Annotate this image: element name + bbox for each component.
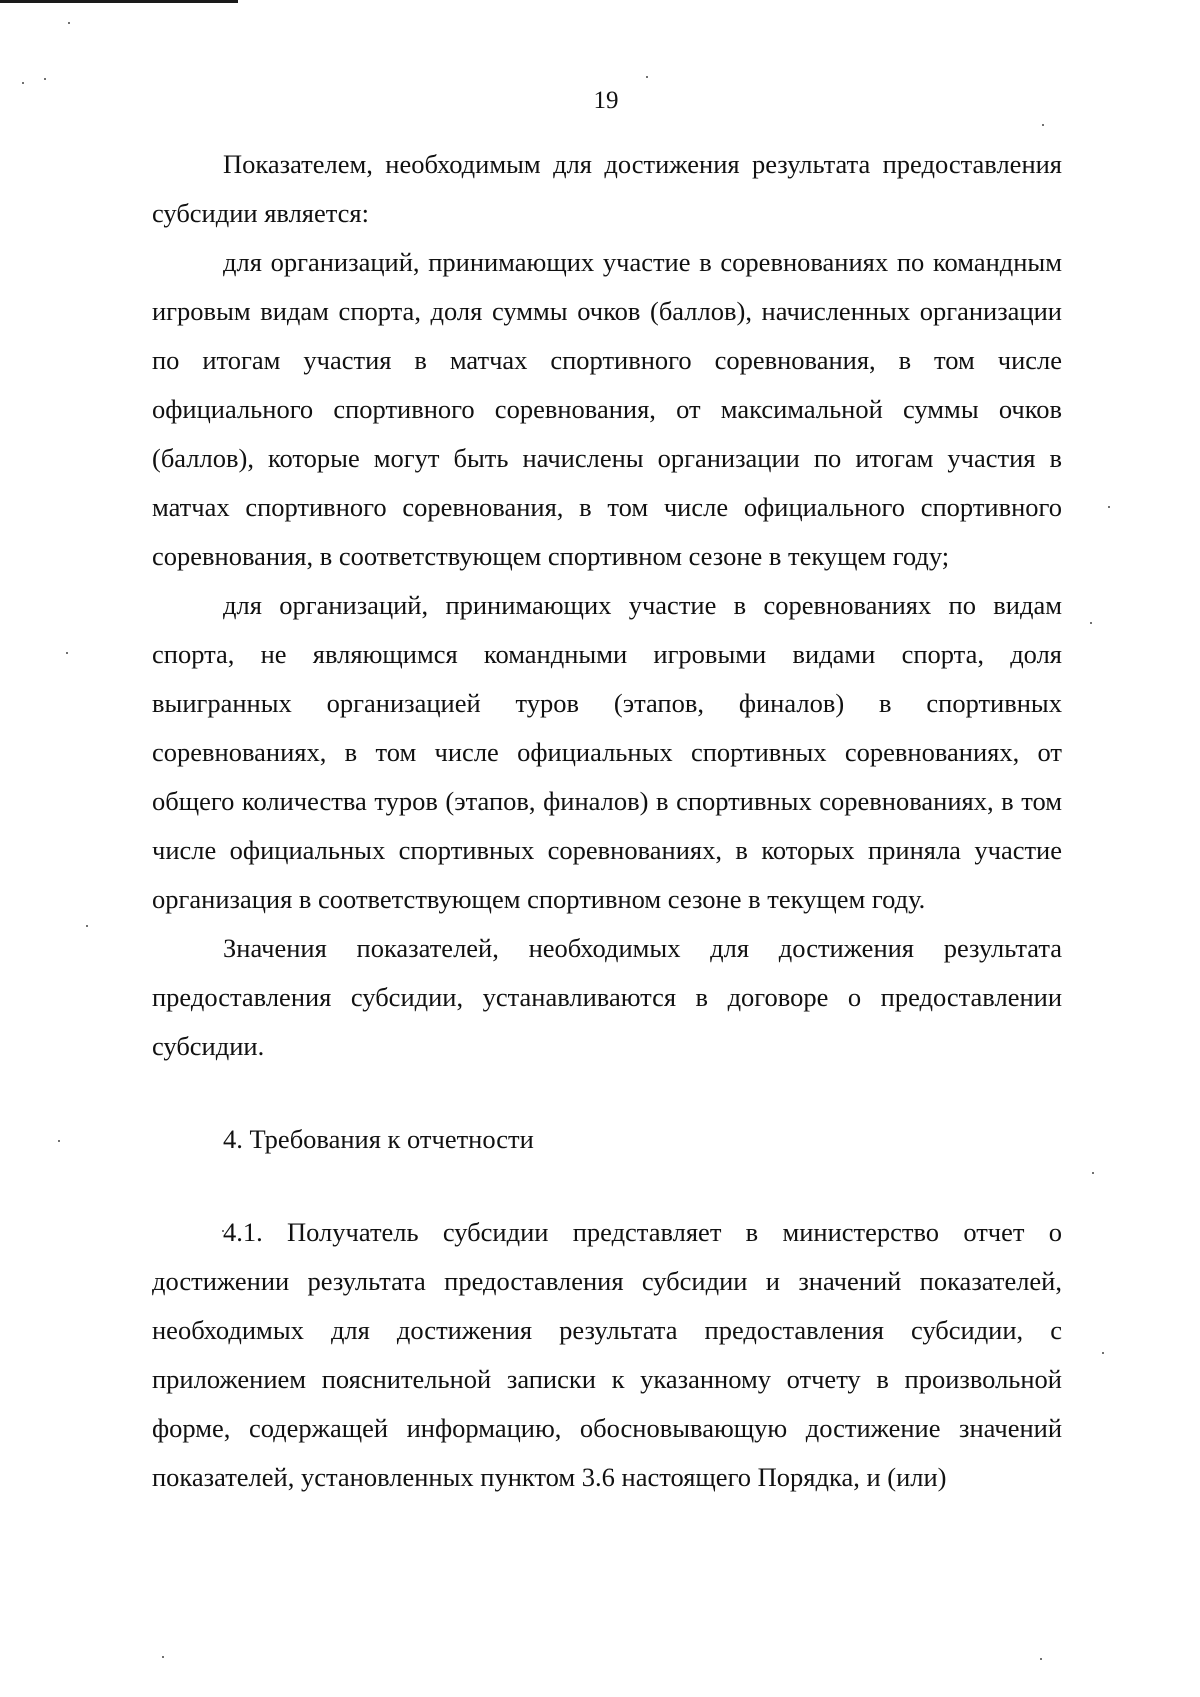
- scan-speck: [1092, 1172, 1094, 1174]
- paragraph-reporting-4-1: 4.1. Получатель субсидии представляет в министерство отчет о достижении результата предоставления субсидии и значений показателей, необходимых для достижения результата предоставления субсидии, с приложением пояснительной записки к указанному отчету в произвольной форме, содержащей информацию, обосновывающую достижение значений показателей, установленных пунктом 3.6 настоящего Порядка, и (или): [152, 1217, 1062, 1492]
- page-number: 19: [593, 87, 619, 114]
- paragraph-indicator-values: Значения показателей, необходимых для достижения результата предоставления субсидии, устанавливаются в договоре о предоставлении субсидии.: [152, 933, 1062, 1061]
- scan-speck: [86, 925, 88, 927]
- scan-speck: [66, 652, 68, 654]
- scan-corner-mark: [0, 0, 238, 3]
- document-body: [152, 140, 1062, 1502]
- scan-speck: [68, 22, 70, 24]
- scan-speck: [44, 78, 46, 80]
- scan-speck: [162, 1656, 164, 1658]
- scan-speck: [22, 82, 24, 84]
- scan-speck: [58, 1140, 60, 1142]
- paragraph-indicator-intro: Показателем, необходимым для достижения результата предоставления субсидии является:: [152, 149, 1062, 228]
- scan-speck: [1040, 1658, 1042, 1660]
- paragraph-individual-sports-indicator: для организаций, принимающих участие в соревнованиях по видам спорта, не являющимся командными игровыми видами спорта, доля выигранных организацией туров (этапов, финалов) в спортивных соревнованиях, в том числе официальных спортивных соревнованиях, от общего количества туров (этапов, финалов) в спортивных соревнованиях, в том числе официальных спортивных соревнованиях, в которых приняла участие организация в соответствующем спортивном сезоне в текущем году.: [152, 590, 1062, 914]
- scan-speck: [1108, 506, 1110, 508]
- scan-speck: [1042, 124, 1044, 126]
- scan-speck: [646, 76, 648, 78]
- section-heading: 4. Требования к отчетности: [223, 1124, 534, 1154]
- paragraph-team-sports-indicator: для организаций, принимающих участие в соревнованиях по командным игровым видам спорта, доля суммы очков (баллов), начисленных организации по итогам участия в матчах спортивного соревнования, в том числе официального спортивного соревнования, от максимальной суммы очков (баллов), которые могут быть начислены организации по итогам участия в матчах спортивного соревнования, в том числе официального спортивного соревнования, в соответствующем спортивном сезоне в текущем году;: [152, 247, 1062, 571]
- scan-speck: [1102, 1352, 1104, 1354]
- scan-speck: [1090, 622, 1092, 624]
